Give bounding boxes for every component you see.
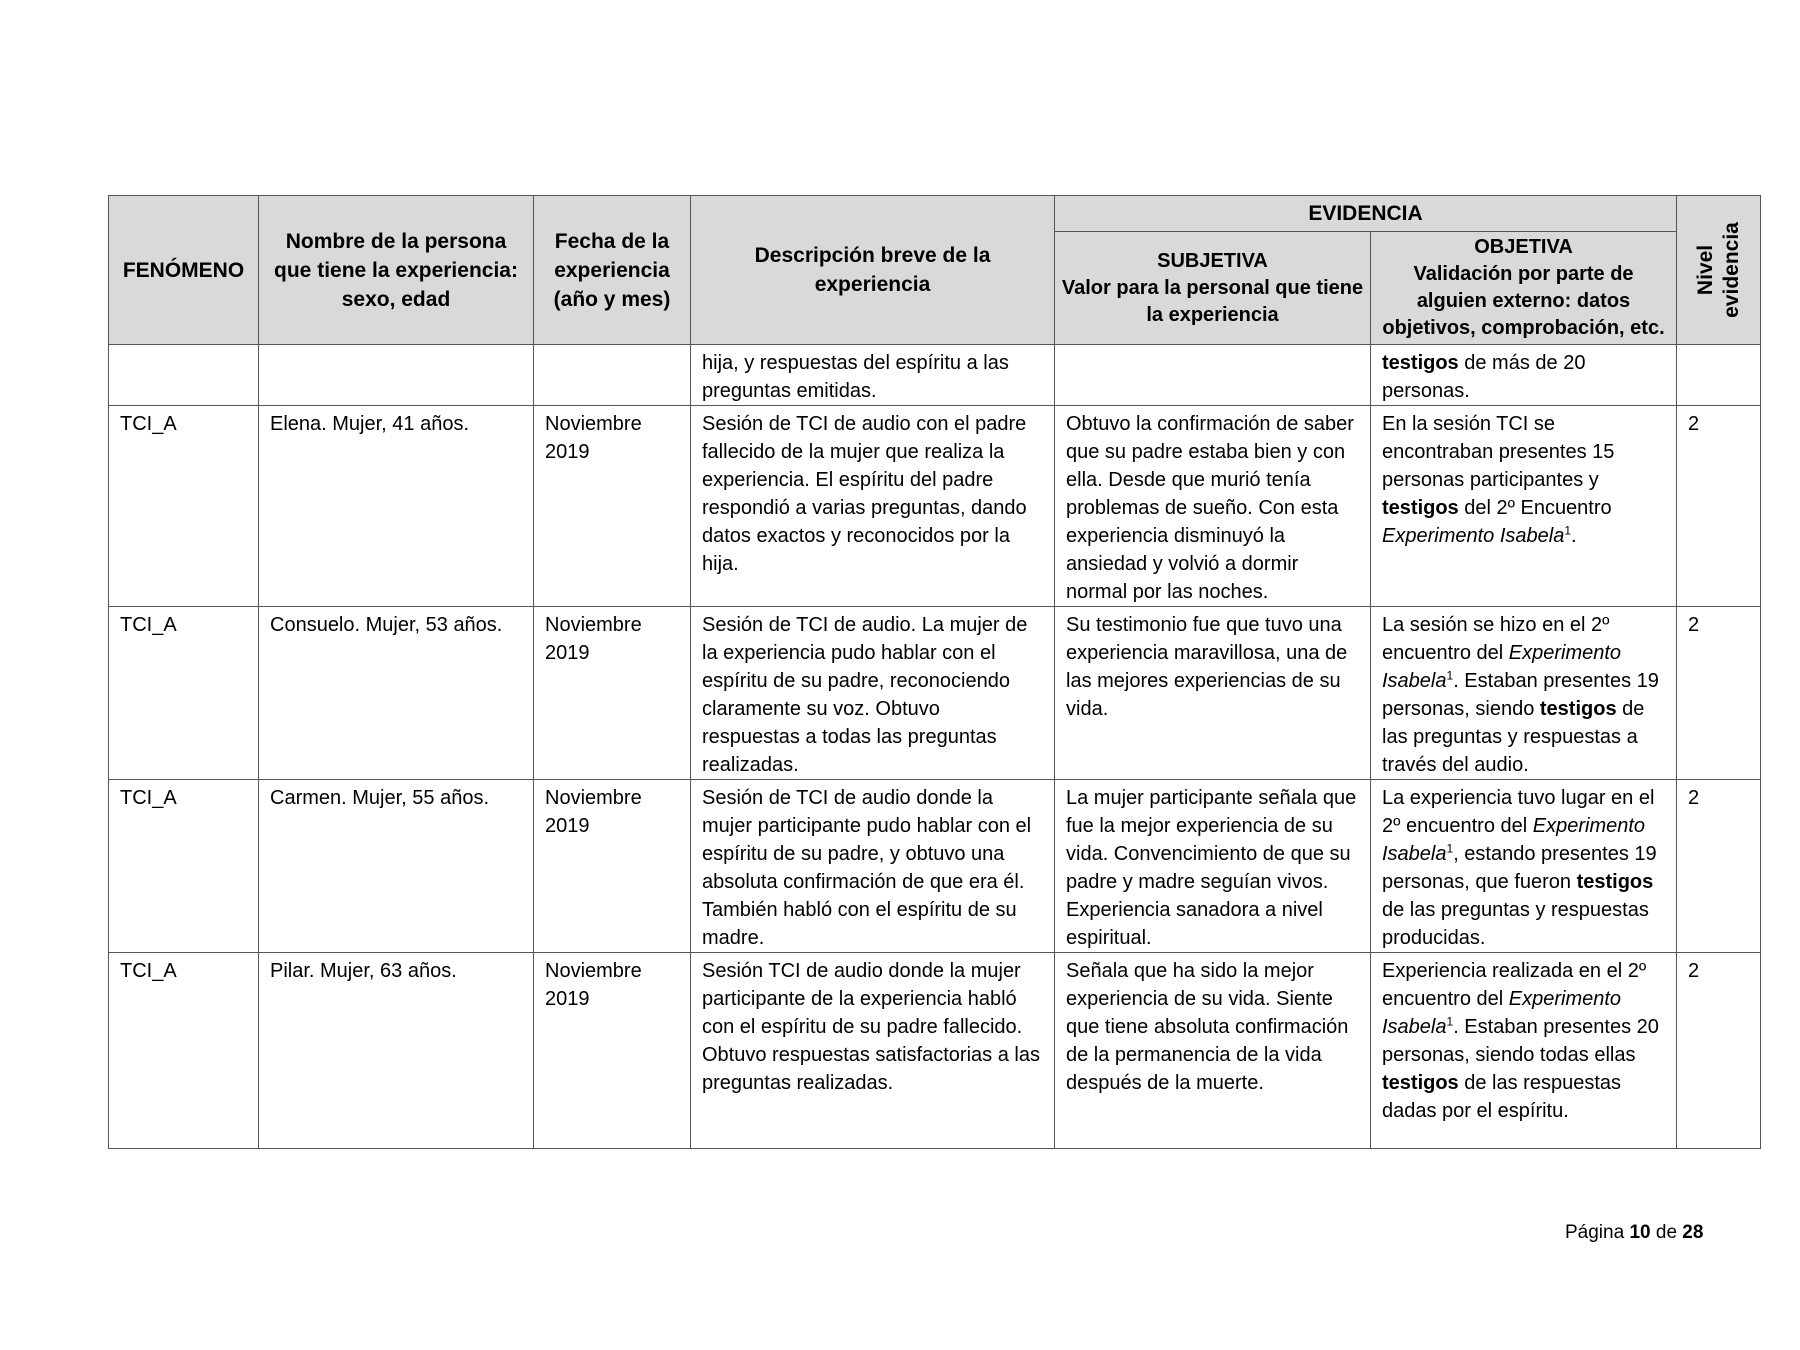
evidence-table xyxy=(108,195,1761,1149)
italic-experimento: Experimento Isabela xyxy=(1382,988,1622,1038)
cell-fenomeno: TCI_A xyxy=(109,953,259,1149)
table-row-continuation xyxy=(109,345,1761,406)
header-nivel xyxy=(1677,196,1761,345)
text-span: de las preguntas y respuestas producidas. xyxy=(1382,899,1649,949)
page-footer xyxy=(1565,1221,1703,1245)
table-row xyxy=(109,607,1761,780)
header-objetiva xyxy=(1371,232,1677,345)
cell-nivel: 2 xyxy=(1677,780,1761,953)
footnote-ref: 1 xyxy=(1446,841,1454,856)
italic-experimento: Experimento Isabela xyxy=(1382,525,1565,547)
cell-empty xyxy=(109,345,259,406)
header-descripcion: Descripción breve de la experiencia xyxy=(691,196,1055,345)
text-span: En la sesión TCI se encontraban presentes 15 personas participantes y xyxy=(1382,413,1615,491)
cell-objetiva xyxy=(1371,607,1677,780)
footnote-ref: 1 xyxy=(1446,1014,1454,1029)
header-subjetiva-sub: Valor para la personal que tiene la experiencia xyxy=(1061,276,1364,326)
page-number-current: 10 xyxy=(1629,1222,1651,1243)
bold-testigos: testigos xyxy=(1539,698,1617,720)
cell-nombre: Consuelo. Mujer, 53 años. xyxy=(259,607,534,780)
cell-nombre: Pilar. Mujer, 63 años. xyxy=(259,953,534,1149)
bold-testigos: testigos xyxy=(1382,352,1459,374)
cell-fecha: Noviembre 2019 xyxy=(534,607,691,780)
cell-descripcion: Sesión TCI de audio donde la mujer participante de la experiencia habló con el espíritu de su padre fallecido. Obtuvo respuestas satisfactorias a las preguntas realizadas. xyxy=(691,953,1055,1149)
text-span: de las preguntas y respuestas a través del audio. xyxy=(1382,698,1645,776)
cell-objetiva xyxy=(1371,345,1677,406)
cell-subjetiva: La mujer participante señala que fue la mejor experiencia de su vida. Convencimiento de que su padre y madre seguían vivos. Experiencia sanadora a nivel espiritual. xyxy=(1055,780,1371,953)
header-subjetiva xyxy=(1055,232,1371,345)
cell-nivel: 2 xyxy=(1677,607,1761,780)
cell-objetiva xyxy=(1371,953,1677,1149)
header-objetiva-sub: Validación por parte de alguien externo: datos objetivos, comprobación, etc. xyxy=(1382,263,1665,340)
cell-descripcion: Sesión de TCI de audio con el padre fallecido de la mujer que realiza la experiencia. El espíritu del padre respondió a varias preguntas, dando datos exactos y reconocidos por la hija. xyxy=(691,406,1055,607)
text-span: de más de 20 personas. xyxy=(1382,352,1586,402)
header-evidencia: EVIDENCIA xyxy=(1055,196,1677,232)
cell-descripcion: Sesión de TCI de audio donde la mujer participante pudo hablar con el espíritu de su padre, y obtuvo una absoluta confirmación de que era él. También habló con el espíritu de su madre. xyxy=(691,780,1055,953)
cell-empty xyxy=(534,345,691,406)
cell-nombre: Elena. Mujer, 41 años. xyxy=(259,406,534,607)
text-span: de las respuestas dadas por el espíritu. xyxy=(1382,1072,1622,1122)
text-span: . xyxy=(1571,525,1577,547)
cell-empty xyxy=(1677,345,1761,406)
bold-testigos: testigos xyxy=(1576,871,1654,893)
cell-nivel: 2 xyxy=(1677,953,1761,1149)
cell-descripcion: hija, y respuestas del espíritu a las preguntas emitidas. xyxy=(691,345,1055,406)
cell-fecha: Noviembre 2019 xyxy=(534,406,691,607)
footnote-ref: 1 xyxy=(1564,523,1572,538)
cell-fenomeno: TCI_A xyxy=(109,406,259,607)
cell-subjetiva: Señala que ha sido la mejor experiencia de su vida. Siente que tiene absoluta confirmación de la permanencia de la vida después de la muerte. xyxy=(1055,953,1371,1149)
cell-empty xyxy=(259,345,534,406)
cell-subjetiva: Su testimonio fue que tuvo una experiencia maravillosa, una de las mejores experiencias de su vida. xyxy=(1055,607,1371,780)
text-span: . Estaban presentes 20 personas, siendo todas ellas xyxy=(1382,1016,1659,1066)
header-fenomeno: FENÓMENO xyxy=(109,196,259,345)
cell-fecha: Noviembre 2019 xyxy=(534,953,691,1149)
cell-objetiva xyxy=(1371,780,1677,953)
text-span: La sesión se hizo en el 2º encuentro del xyxy=(1382,614,1610,664)
header-objetiva-title: OBJETIVA xyxy=(1474,236,1573,259)
footer-middle: de xyxy=(1650,1222,1683,1243)
text-span: del 2º Encuentro xyxy=(1458,497,1612,519)
cell-nivel: 2 xyxy=(1677,406,1761,607)
table-row xyxy=(109,780,1761,953)
header-nombre: Nombre de la persona que tiene la experiencia: sexo, edad xyxy=(259,196,534,345)
text-span: La experiencia tuvo lugar en el 2º encuentro del xyxy=(1382,787,1655,837)
cell-subjetiva: Obtuvo la confirmación de saber que su padre estaba bien y con ella. Desde que murió tenía problemas de sueño. Con esta experiencia disminuyó la ansiedad y volvió a dormir normal por las noches. xyxy=(1055,406,1371,607)
text-span: , estando presentes 19 personas, que fueron xyxy=(1382,843,1657,893)
footer-prefix: Página xyxy=(1565,1222,1630,1243)
cell-objetiva xyxy=(1371,406,1677,607)
footnote-ref: 1 xyxy=(1446,668,1454,683)
cell-fenomeno: TCI_A xyxy=(109,780,259,953)
cell-nombre: Carmen. Mujer, 55 años. xyxy=(259,780,534,953)
text-span: . Estaban presentes 19 personas, siendo xyxy=(1382,670,1659,720)
page-number-total: 28 xyxy=(1682,1222,1704,1243)
italic-experimento: Experimento Isabela xyxy=(1382,815,1646,865)
cell-descripcion: Sesión de TCI de audio. La mujer de la experiencia pudo hablar con el espíritu de su padre, reconociendo claramente su voz. Obtuvo respuestas a todas las preguntas realizadas. xyxy=(691,607,1055,780)
text-span: Experiencia realizada en el 2º encuentro del xyxy=(1382,960,1647,1010)
italic-experimento: Experimento Isabela xyxy=(1382,642,1622,692)
header-nivel-line1: Nivel xyxy=(1693,244,1717,296)
table-row xyxy=(109,406,1761,607)
header-nivel-line2: evidencia xyxy=(1719,222,1743,318)
header-subjetiva-title: SUBJETIVA xyxy=(1157,249,1268,272)
table-row xyxy=(109,953,1761,1149)
cell-fenomeno: TCI_A xyxy=(109,607,259,780)
bold-testigos: testigos xyxy=(1382,1072,1459,1094)
cell-empty xyxy=(1055,345,1371,406)
bold-testigos: testigos xyxy=(1382,497,1459,519)
cell-fecha: Noviembre 2019 xyxy=(534,780,691,953)
header-fecha: Fecha de la experiencia (año y mes) xyxy=(534,196,691,345)
